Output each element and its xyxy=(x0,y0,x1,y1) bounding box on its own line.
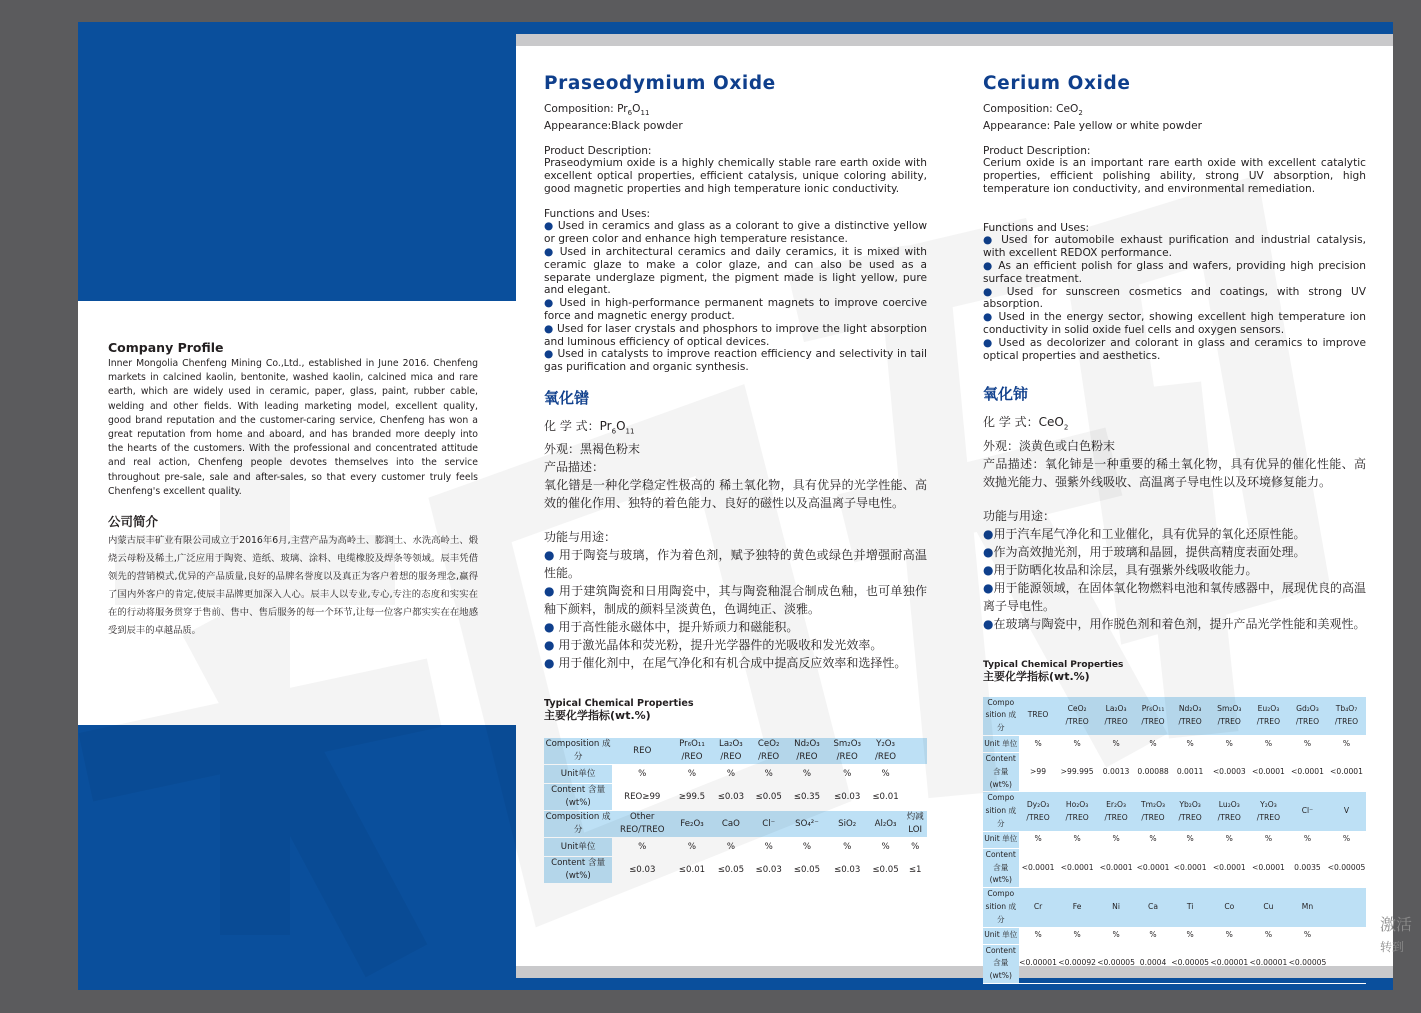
table-cell: % xyxy=(1097,927,1136,944)
table-cell: TREO xyxy=(1019,697,1058,736)
pr-zh-appearance: 外观：黑褐色粉末 xyxy=(544,442,641,457)
table-cell: Cr xyxy=(1019,888,1058,927)
table-cell: Compo sition 成分 xyxy=(983,888,1019,927)
table-cell: Sm₂O₃ /REO xyxy=(827,738,868,765)
table-cell: <0.00092 xyxy=(1058,944,1097,983)
table-cell: Eu₂O₃ /TREO xyxy=(1249,697,1288,736)
profile-zh-text: 内蒙古辰丰矿业有限公司成立于2016年6月,主营产品为高岭土、膨润土、水洗高岭土、煅烧云母粉及稀土,广泛应用于陶瓷、造纸、玻璃、涂料、电缆橡胶及焊条等领域。辰丰凭借领先的营销模式,优异的产品质量,良好的品牌名誉度以及真正为客户着想的服务理念,赢得了国内外客户的肯定,使辰丰品牌更加深入人心。辰丰人以专业,专心,专注的态度和实实在在的行动将服务贯穿于售前、售中、售后服务的每一个环节,让每一位客户都实实在在地感受到辰丰的卓越品质。 xyxy=(108,535,478,637)
table-cell: % xyxy=(1136,927,1171,944)
table-cell: % xyxy=(1171,736,1210,753)
table-cell: % xyxy=(1058,736,1097,753)
table-cell: 0.0011 xyxy=(1171,753,1210,792)
pr-uses-list xyxy=(544,220,927,374)
table-cell: Content 含量 (wt%) xyxy=(983,944,1019,983)
table-cell: <0.0001 xyxy=(1288,753,1327,792)
list-item: ● Used for laser crystals and phosphors to improve the light absorption and luminous efficiency of optical devices. xyxy=(544,322,927,348)
ce-chemical-table xyxy=(983,697,1366,984)
table-cell: ≤0.35 xyxy=(787,784,826,811)
table-cell: % xyxy=(1171,927,1210,944)
table-cell: >99.995 xyxy=(1058,753,1097,792)
table-cell: % xyxy=(827,838,868,857)
stripe-top-gray xyxy=(516,34,1393,46)
table-cell: <0.0001 xyxy=(1136,848,1171,887)
table-cell: Nd₂O₃ /REO xyxy=(787,738,826,765)
table-cell: % xyxy=(1019,736,1058,753)
ce-zh-appearance: 外观：淡黄色或白色粉末 xyxy=(983,438,1116,453)
table-cell: % xyxy=(1210,927,1249,944)
company-profile xyxy=(108,340,478,640)
pr-zh-section xyxy=(544,417,927,672)
table-cell: SiO₂ xyxy=(827,811,868,838)
ce-title: Cerium Oxide xyxy=(983,73,1131,94)
ce-zh-uses-label: 功能与用途： xyxy=(983,508,1056,523)
table-cell: Lu₂O₃ /TREO xyxy=(1210,792,1249,831)
table-cell: <0.0001 xyxy=(1249,753,1288,792)
table-cell: 灼减LOI xyxy=(903,811,927,838)
table-cell xyxy=(903,765,927,784)
table-row xyxy=(544,811,927,838)
table-cell: ≥99.5 xyxy=(672,784,712,811)
table-cell: % xyxy=(1136,736,1171,753)
table-cell: % xyxy=(827,765,868,784)
table-cell: Y₂O₃ /REO xyxy=(868,738,904,765)
table-row xyxy=(544,738,927,765)
table-cell: ≤0.03 xyxy=(612,857,672,884)
table-cell: SO₄²⁻ xyxy=(787,811,826,838)
table-cell: Ti xyxy=(1171,888,1210,927)
table-cell: % xyxy=(1171,831,1210,848)
table-cell: Composition 成分 xyxy=(544,811,612,838)
profile-en-text: Inner Mongolia Chenfeng Mining Co.,Ltd., established in June 2016. Chenfeng markets in calcined kaolin, bentonite, washed kaolin, calcined mica and rare earth, which are widely used in ceramic, paper, glass, paint, rubber cable, welding and other fields. With leading marketing model, excellent quality, good brand reputation and the customer-caring service, Chenfeng has won a great reputation from home and aboard, and has branded more deeply into the hearts of the customers. With the professional and concentrated attitude and real action, Chenfeng people devotes themselves into the service throughout pre-sale, sale and after-sales, so that every customer truly feels Chenfeng's excellent quality. xyxy=(108,358,478,497)
list-item: ●作为高效抛光剂，用于玻璃和晶圆，提供高精度表面处理。 xyxy=(983,544,1306,559)
table-cell: <0.0003 xyxy=(1210,753,1249,792)
ce-table-title-en: Typical Chemical Properties xyxy=(983,659,1124,670)
table-cell: % xyxy=(1288,736,1327,753)
table-cell: <0.00005 xyxy=(1097,944,1136,983)
table-cell: 0.0004 xyxy=(1136,944,1171,983)
list-item: ●在玻璃与陶瓷中，用作脱色剂和着色剂，提升产品光学性能和美观性。 xyxy=(983,616,1366,631)
right-panel xyxy=(516,22,1393,990)
table-cell: Cl⁻ xyxy=(1288,792,1327,831)
pr-zh-formula: 化 学 式：$Pr_6O_{11}$ xyxy=(544,418,635,436)
left-panel xyxy=(78,22,516,990)
table-cell: Nd₂O₃ /TREO xyxy=(1171,697,1210,736)
table-row xyxy=(983,792,1366,831)
table-cell: Cu xyxy=(1249,888,1288,927)
ce-desc-label: Product Description: xyxy=(983,144,1091,157)
table-cell: 0.0035 xyxy=(1288,848,1327,887)
table-cell: V xyxy=(1327,792,1366,831)
table-row xyxy=(544,784,927,811)
table-cell: Yb₂O₃ /TREO xyxy=(1171,792,1210,831)
ce-zh-formula: 化 学 式：CeO$_2$ xyxy=(983,415,1069,432)
table-cell: Content 含量 (wt%) xyxy=(983,848,1019,887)
table-cell: Y₂O₃ /TREO xyxy=(1249,792,1288,831)
table-cell: Unit 单位 xyxy=(983,831,1019,848)
list-item: ● 用于催化剂中，在尾气净化和有机合成中提高反应效率和选择性。 xyxy=(544,656,907,671)
table-row xyxy=(983,848,1366,887)
table-cell xyxy=(903,738,927,765)
table-cell: CeO₂ /REO xyxy=(750,738,787,765)
pr-table-title-zh: 主要化学指标(wt.%) xyxy=(544,709,651,723)
table-cell: <0.0001 xyxy=(1019,848,1058,887)
activate-watermark: 激活 xyxy=(1380,915,1413,934)
table-cell: Content 含量(wt%) xyxy=(544,784,612,811)
pr-table-title-en: Typical Chemical Properties xyxy=(544,698,694,710)
table-cell: Er₂O₃ /TREO xyxy=(1097,792,1136,831)
table-cell: Composition 成分 xyxy=(544,738,612,765)
list-item: ● 用于陶瓷与玻璃，作为着色剂，赋予独特的黄色或绿色并增强耐高温性能。 xyxy=(544,548,927,581)
table-cell: >99 xyxy=(1019,753,1058,792)
table-cell: Compo sition 成分 xyxy=(983,792,1019,831)
table-cell: Tm₂O₃ /TREO xyxy=(1136,792,1171,831)
list-item: ● 用于激光晶体和荧光粉，提升光学器件的光吸收和发光效率。 xyxy=(544,638,883,653)
list-item: ● 用于建筑陶瓷和日用陶瓷中，其与陶瓷釉混合制成色釉，也可单独作釉下颜料，制成的颜料呈淡黄色，色调纯正、淡雅。 xyxy=(544,584,927,617)
table-cell: % xyxy=(1097,831,1136,848)
table-cell: ≤0.05 xyxy=(712,857,750,884)
table-cell: REO≥99 xyxy=(612,784,672,811)
table-cell: % xyxy=(750,765,787,784)
table-cell: 0.0013 xyxy=(1097,753,1136,792)
list-item: ● Used for sunscreen cosmetics and coatings, with strong UV absorption. xyxy=(983,285,1366,311)
table-cell xyxy=(1327,888,1366,927)
table-cell: % xyxy=(868,765,904,784)
table-cell: <0.0001 xyxy=(1058,848,1097,887)
list-item: ● Used in high-performance permanent magnets to improve coercive force and magnetic energy product. xyxy=(544,297,927,323)
table-cell: % xyxy=(1058,831,1097,848)
table-cell: Cl⁻ xyxy=(750,811,787,838)
table-row xyxy=(983,753,1366,792)
table-cell: <0.0001 xyxy=(1097,848,1136,887)
table-cell: % xyxy=(1327,736,1366,753)
table-cell: <0.0001 xyxy=(1327,753,1366,792)
table-cell: <0.0001 xyxy=(1171,848,1210,887)
table-row xyxy=(983,831,1366,848)
table-row xyxy=(544,765,927,784)
table-cell: % xyxy=(672,838,712,857)
table-cell: ≤0.01 xyxy=(868,784,904,811)
table-cell: CaO xyxy=(712,811,750,838)
table-cell: La₂O₃ /REO xyxy=(712,738,750,765)
blue-block-bottom xyxy=(78,725,516,990)
table-cell: ≤0.05 xyxy=(787,857,826,884)
table-cell: % xyxy=(1097,736,1136,753)
table-cell: Al₂O₃ xyxy=(868,811,904,838)
ce-zh-section xyxy=(983,413,1366,632)
list-item: ●用于汽车尾气净化和工业催化，具有优异的氧化还原性能。 xyxy=(983,526,1306,541)
table-cell: % xyxy=(903,838,927,857)
stripe-top-blue xyxy=(516,22,1393,34)
ce-zh-desc: 产品描述：氧化铈是一种重要的稀土氧化物，具有优异的催化性能、高效抛光能力、强紫外线吸收、高温离子导电性以及环境修复能力。 xyxy=(983,456,1366,489)
table-cell: ≤0.03 xyxy=(712,784,750,811)
ce-description: Cerium oxide is an important rare earth oxide with excellent catalytic properties, efficient polishing ability, strong UV absorption, high temperature ion conductivity, and environmental remediation. xyxy=(983,157,1366,195)
table-cell: <0.0001 xyxy=(1249,848,1288,887)
list-item: ● Used in architectural ceramics and daily ceramics, it is mixed with ceramic glaze to make a color glaze, and can also be used as a separate underglaze pigment, the pigment made is light yellow, pure and elegant. xyxy=(544,246,928,297)
table-cell: ≤0.01 xyxy=(672,857,712,884)
table-cell: <0.00005 xyxy=(1327,848,1366,887)
table-cell: ≤0.03 xyxy=(827,857,868,884)
table-cell: % xyxy=(1288,927,1327,944)
table-cell: Mn xyxy=(1288,888,1327,927)
ce-composition: Composition: CeO$_2$ xyxy=(983,102,1083,117)
ce-uses-label: Functions and Uses: xyxy=(983,221,1090,234)
table-cell: % xyxy=(612,838,672,857)
table-cell: % xyxy=(787,838,826,857)
pr-zh-title: 氧化镨 xyxy=(544,389,590,408)
table-cell: Pr₆O₁₁ /TREO xyxy=(1136,697,1171,736)
table-cell: REO xyxy=(612,738,672,765)
table-cell: % xyxy=(868,838,904,857)
table-cell: Fe₂O₃ xyxy=(672,811,712,838)
table-cell: % xyxy=(787,765,826,784)
list-item: ●用于防晒化妆品和涂层，具有强紫外线吸收能力。 xyxy=(983,562,1258,577)
table-cell: Ho₂O₃ /TREO xyxy=(1058,792,1097,831)
table-cell: ≤0.03 xyxy=(750,857,787,884)
table-cell: Content 含量(wt%) xyxy=(544,857,612,884)
pr-composition: Composition: $Pr_6O_{11}$ xyxy=(544,102,650,117)
table-cell: Fe xyxy=(1058,888,1097,927)
list-item: ● As an efficient polish for glass and wafers, providing high precision surface treatment. xyxy=(983,260,1366,285)
table-cell: Unit单位 xyxy=(544,765,612,784)
table-row xyxy=(983,927,1366,944)
table-cell: % xyxy=(1019,927,1058,944)
list-item: ● Used in catalysts to improve reaction efficiency and selectivity in tail gas purification and organic synthesis. xyxy=(544,348,927,374)
list-item: ● Used in ceramics and glass as a colorant to give a distinctive yellow or green color and enhance high temperature resistance. xyxy=(544,220,927,246)
list-item: ●用于能源领域，在固体氧化物燃料电池和氧传感器中，展现优良的高温离子导电性。 xyxy=(983,580,1366,613)
table-cell: Dy₂O₃ /TREO xyxy=(1019,792,1058,831)
table-cell: Pr₆O₁₁ /REO xyxy=(672,738,712,765)
table-cell: Content 含量(wt%) xyxy=(983,753,1019,792)
table-cell: <0.00005 xyxy=(1288,944,1327,983)
list-item: ● Used for automobile exhaust purification and industrial catalysis, with excellent REDOX performance. xyxy=(983,234,1366,260)
table-cell: <0.0001 xyxy=(1210,848,1249,887)
table-row xyxy=(983,944,1366,983)
table-row xyxy=(983,697,1366,736)
praseodymium-column xyxy=(544,73,928,884)
pr-appearance: Appearance:Black powder xyxy=(544,119,683,132)
table-cell: Unit 单位 xyxy=(983,736,1019,753)
ce-zh-title: 氧化铈 xyxy=(983,385,1029,404)
table-cell: % xyxy=(1288,831,1327,848)
table-cell: % xyxy=(712,765,750,784)
pr-zh-desc-label: 产品描述： xyxy=(544,460,605,475)
table-cell xyxy=(1327,944,1366,983)
cerium-column xyxy=(983,73,1366,984)
table-cell: % xyxy=(1136,831,1171,848)
list-item: ● 用于高性能永磁体中，提升矫顽力和磁能积。 xyxy=(544,620,799,635)
table-cell: ≤1 xyxy=(903,857,927,884)
table-cell: ≤0.05 xyxy=(868,857,904,884)
pr-zh-desc: 氧化镨是一种化学稳定性极高的 稀土氧化物，具有优异的光学性能、高效的催化作用、独特的着色能力、良好的磁性以及高温离子导电性。 xyxy=(544,478,927,511)
table-cell: % xyxy=(750,838,787,857)
profile-zh-title: 公司简介 xyxy=(108,514,159,530)
pr-chemical-table xyxy=(544,738,927,884)
table-cell: <0.00005 xyxy=(1171,944,1210,983)
table-cell: Unit 单位 xyxy=(983,927,1019,944)
table-cell: Co xyxy=(1210,888,1249,927)
table-cell: % xyxy=(612,765,672,784)
table-cell: % xyxy=(1249,831,1288,848)
ce-uses-list xyxy=(983,234,1366,362)
table-row xyxy=(544,857,927,884)
table-cell: % xyxy=(1210,736,1249,753)
table-cell: <0.00001 xyxy=(1249,944,1288,983)
table-cell: % xyxy=(1058,927,1097,944)
table-row xyxy=(983,736,1366,753)
table-cell: Ca xyxy=(1136,888,1171,927)
table-cell: Gd₂O₃ /TREO xyxy=(1288,697,1327,736)
ce-table-title-zh: 主要化学指标(wt.%) xyxy=(983,669,1090,683)
table-cell: CeO₂ /TREO xyxy=(1058,697,1097,736)
table-cell: % xyxy=(1019,831,1058,848)
table-cell: % xyxy=(1249,927,1288,944)
table-cell: % xyxy=(1249,736,1288,753)
table-cell: Sm₂O₃ /TREO xyxy=(1210,697,1249,736)
list-item: ● Used in the energy sector, showing excellent high temperature ion conductivity in solid oxide fuel cells and oxygen sensors. xyxy=(983,311,1366,337)
activate-watermark-sub: 转到 xyxy=(1380,940,1405,954)
list-item: ● Used as decolorizer and colorant in glass and ceramics to improve optical properties and aesthetics. xyxy=(983,336,1366,362)
pr-title: Praseodymium Oxide xyxy=(544,73,776,94)
pr-description: Praseodymium oxide is a highly chemically stable rare earth oxide with excellent optical properties, efficient catalysis, unique coloring ability, good magnetic properties and high temperature ionic conductivity. xyxy=(544,157,927,195)
table-cell: Unit单位 xyxy=(544,838,612,857)
pr-uses-label: Functions and Uses: xyxy=(544,207,651,220)
blue-block-top xyxy=(78,22,516,301)
table-cell: Tb₄O₇ /TREO xyxy=(1327,697,1366,736)
table-cell: % xyxy=(672,765,712,784)
table-cell: <0.00001 xyxy=(1210,944,1249,983)
table-cell: 0.00088 xyxy=(1136,753,1171,792)
table-cell: <0.00001 xyxy=(1019,944,1058,983)
table-row xyxy=(983,888,1366,927)
table-cell: La₂O₃ /TREO xyxy=(1097,697,1136,736)
table-cell: Ni xyxy=(1097,888,1136,927)
profile-en-title: Company Profile xyxy=(108,340,224,355)
ce-appearance: Appearance: Pale yellow or white powder xyxy=(983,119,1202,132)
table-cell: ≤0.03 xyxy=(827,784,868,811)
table-cell: ≤0.05 xyxy=(750,784,787,811)
table-cell: Other REO/TREO xyxy=(612,811,672,838)
table-cell xyxy=(1327,927,1366,944)
table-row xyxy=(544,838,927,857)
table-cell xyxy=(903,784,927,811)
pr-zh-uses-label: 功能与用途： xyxy=(544,530,617,545)
pr-desc-label: Product Description: xyxy=(544,144,652,157)
table-cell: % xyxy=(712,838,750,857)
table-cell: % xyxy=(1210,831,1249,848)
table-cell: % xyxy=(1327,831,1366,848)
table-cell: Compo sition 成分 xyxy=(983,697,1019,736)
